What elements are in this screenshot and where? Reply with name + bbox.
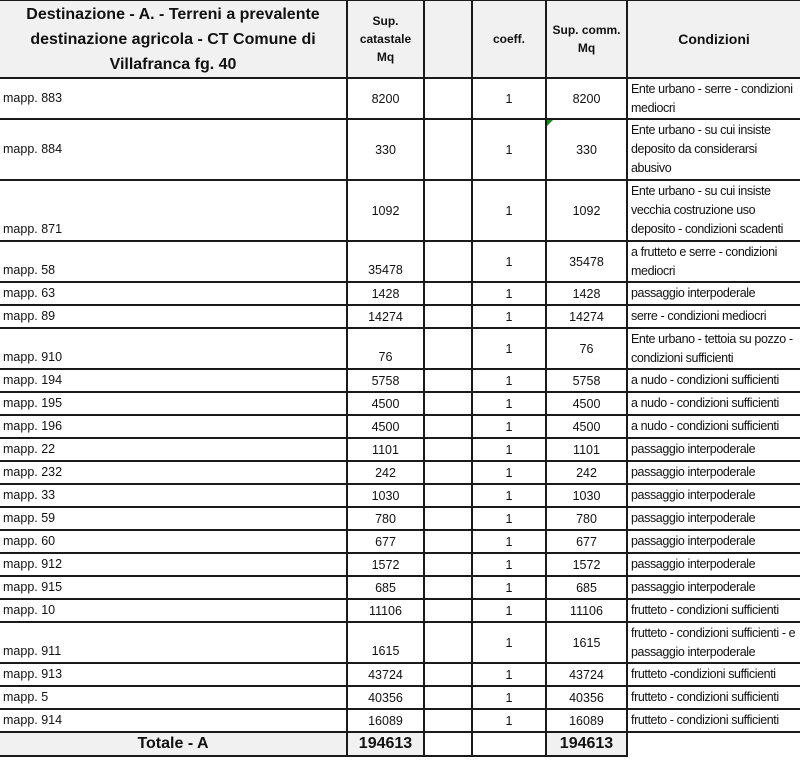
table-row (0, 415, 800, 438)
cell-sup-catastale: 1428 (347, 282, 424, 305)
cell-coeff: 1 (472, 530, 546, 553)
cell-blank (424, 484, 472, 507)
table-row (0, 576, 800, 599)
cell-sup-comm: 16089 (546, 709, 627, 732)
cell-sup-comm: 677 (546, 530, 627, 553)
table-row (0, 686, 800, 709)
header-sup-comm: Sup. comm. Mq (546, 0, 627, 78)
cell-mappale: mapp. 883 (0, 78, 347, 119)
cell-sup-catastale: 242 (347, 461, 424, 484)
total-row (0, 732, 800, 756)
cell-condizioni: frutteto - condizioni sufficienti (627, 709, 800, 732)
cell-coeff: 1 (472, 507, 546, 530)
cell-blank (424, 686, 472, 709)
total-sup-comm: 194613 (546, 732, 627, 756)
cell-coeff: 1 (472, 78, 546, 119)
cell-sup-catastale: 1615 (347, 622, 424, 663)
cell-coeff: 1 (472, 415, 546, 438)
cell-condizioni: Ente urbano - su cui insiste vecchia costruzione uso deposito - condizioni scadenti (627, 180, 800, 241)
total-coeff-cell (472, 732, 546, 756)
cell-sup-comm: 1030 (546, 484, 627, 507)
cell-condizioni: frutteto -condizioni sufficienti (627, 663, 800, 686)
cell-sup-comm: 780 (546, 507, 627, 530)
header-coeff: coeff. (472, 0, 546, 78)
cell-condizioni: passaggio interpoderale (627, 530, 800, 553)
cell-blank (424, 282, 472, 305)
table-row (0, 438, 800, 461)
table-row (0, 507, 800, 530)
cell-blank (424, 415, 472, 438)
cell-sup-catastale: 1030 (347, 484, 424, 507)
cell-sup-comm: 40356 (546, 686, 627, 709)
table-row (0, 392, 800, 415)
cell-condizioni: Ente urbano - serre - condizioni mediocri (627, 78, 800, 119)
cell-mappale: mapp. 59 (0, 507, 347, 530)
cell-coeff: 1 (472, 392, 546, 415)
cell-sup-comm: 1428 (546, 282, 627, 305)
cell-coeff: 1 (472, 576, 546, 599)
cell-sup-comm: 35478 (546, 241, 627, 282)
cell-mappale: mapp. 58 (0, 241, 347, 282)
cell-sup-comm: 1615 (546, 622, 627, 663)
cell-sup-comm: 330 (546, 119, 627, 180)
cell-blank (424, 530, 472, 553)
cell-sup-catastale: 8200 (347, 78, 424, 119)
cell-coeff: 1 (472, 241, 546, 282)
cell-mappale: mapp. 915 (0, 576, 347, 599)
cell-coeff: 1 (472, 484, 546, 507)
cell-sup-catastale: 780 (347, 507, 424, 530)
table-row (0, 305, 800, 328)
cell-coeff: 1 (472, 180, 546, 241)
cell-sup-comm: 685 (546, 576, 627, 599)
cell-mappale: mapp. 910 (0, 328, 347, 369)
cell-mappale: mapp. 232 (0, 461, 347, 484)
cell-blank (424, 78, 472, 119)
cell-condizioni: serre - condizioni mediocri (627, 305, 800, 328)
cell-condizioni: a frutteto e serre - condizioni mediocri (627, 241, 800, 282)
total-label: Totale - A (0, 732, 347, 756)
cell-sup-catastale: 677 (347, 530, 424, 553)
cell-coeff: 1 (472, 119, 546, 180)
cell-blank (424, 328, 472, 369)
cell-sup-catastale: 43724 (347, 663, 424, 686)
cell-condizioni: Ente urbano - tettoia su pozzo - condizioni sufficienti (627, 328, 800, 369)
cell-sup-catastale: 35478 (347, 241, 424, 282)
cell-blank (424, 663, 472, 686)
cell-sup-comm: 1101 (546, 438, 627, 461)
cell-coeff: 1 (472, 553, 546, 576)
cell-mappale: mapp. 60 (0, 530, 347, 553)
cell-coeff: 1 (472, 686, 546, 709)
cell-blank (424, 622, 472, 663)
cell-blank (424, 305, 472, 328)
cell-sup-catastale: 1092 (347, 180, 424, 241)
cell-blank (424, 438, 472, 461)
cell-coeff: 1 (472, 369, 546, 392)
cell-coeff: 1 (472, 599, 546, 622)
cell-mappale: mapp. 194 (0, 369, 347, 392)
table-row (0, 599, 800, 622)
cell-condizioni: passaggio interpoderale (627, 461, 800, 484)
cell-blank (424, 392, 472, 415)
table-row (0, 461, 800, 484)
cell-sup-catastale: 11106 (347, 599, 424, 622)
cell-mappale: mapp. 195 (0, 392, 347, 415)
table-row (0, 78, 800, 119)
cell-condizioni: a nudo - condizioni sufficienti (627, 392, 800, 415)
cell-mappale: mapp. 914 (0, 709, 347, 732)
cell-sup-catastale: 40356 (347, 686, 424, 709)
cell-sup-catastale: 330 (347, 119, 424, 180)
table-row (0, 180, 800, 241)
cell-sup-comm: 1092 (546, 180, 627, 241)
cell-sup-comm: 11106 (546, 599, 627, 622)
cell-condizioni: passaggio interpoderale (627, 484, 800, 507)
cell-coeff: 1 (472, 282, 546, 305)
cell-sup-catastale: 14274 (347, 305, 424, 328)
table-row (0, 119, 800, 180)
cell-mappale: mapp. 10 (0, 599, 347, 622)
cell-condizioni: frutteto - condizioni sufficienti (627, 599, 800, 622)
cell-mappale: mapp. 911 (0, 622, 347, 663)
cell-mappale: mapp. 33 (0, 484, 347, 507)
cell-sup-comm: 5758 (546, 369, 627, 392)
header-sup-catastale: Sup. catastale Mq (347, 0, 424, 78)
table-body (0, 78, 800, 732)
header-destinazione: Destinazione - A. - Terreni a prevalente destinazione agricola - CT Comune di Villafranca fg. 40 (0, 0, 347, 78)
header-condizioni: Condizioni (627, 0, 800, 78)
cell-sup-comm: 4500 (546, 415, 627, 438)
cell-coeff: 1 (472, 438, 546, 461)
cell-condizioni: passaggio interpoderale (627, 438, 800, 461)
cell-sup-catastale: 16089 (347, 709, 424, 732)
cell-sup-catastale: 4500 (347, 392, 424, 415)
table-row (0, 663, 800, 686)
cell-condizioni: passaggio interpoderale (627, 553, 800, 576)
cell-blank (424, 119, 472, 180)
cell-blank (424, 709, 472, 732)
table-row (0, 622, 800, 663)
cell-mappale: mapp. 89 (0, 305, 347, 328)
cell-sup-catastale: 1101 (347, 438, 424, 461)
cell-coeff: 1 (472, 328, 546, 369)
cell-blank (424, 599, 472, 622)
cell-sup-comm: 242 (546, 461, 627, 484)
cell-sup-catastale: 76 (347, 328, 424, 369)
cell-sup-catastale: 685 (347, 576, 424, 599)
cell-coeff: 1 (472, 461, 546, 484)
table-row (0, 484, 800, 507)
cell-mappale: mapp. 5 (0, 686, 347, 709)
cell-sup-comm: 14274 (546, 305, 627, 328)
table-row (0, 241, 800, 282)
cell-sup-comm: 8200 (546, 78, 627, 119)
cell-blank (424, 369, 472, 392)
total-sup-catastale: 194613 (347, 732, 424, 756)
cell-mappale: mapp. 22 (0, 438, 347, 461)
table-row (0, 282, 800, 305)
cell-condizioni: frutteto - condizioni sufficienti (627, 686, 800, 709)
cell-mappale: mapp. 63 (0, 282, 347, 305)
cell-blank (424, 241, 472, 282)
cell-blank (424, 180, 472, 241)
total-blank-cell (424, 732, 472, 756)
cell-coeff: 1 (472, 663, 546, 686)
table-row (0, 530, 800, 553)
cell-condizioni: a nudo - condizioni sufficienti (627, 415, 800, 438)
cell-blank (424, 553, 472, 576)
cell-condizioni: frutteto - condizioni sufficienti - e passaggio interpoderale (627, 622, 800, 663)
cell-condizioni: Ente urbano - su cui insiste deposito da considerarsi abusivo (627, 119, 800, 180)
cell-coeff: 1 (472, 622, 546, 663)
table-row (0, 328, 800, 369)
cell-condizioni: passaggio interpoderale (627, 507, 800, 530)
cell-sup-comm: 1572 (546, 553, 627, 576)
cell-mappale: mapp. 884 (0, 119, 347, 180)
cell-coeff: 1 (472, 305, 546, 328)
total-condizioni-cell (627, 732, 800, 756)
cell-condizioni: passaggio interpoderale (627, 282, 800, 305)
cell-blank (424, 576, 472, 599)
cell-mappale: mapp. 912 (0, 553, 347, 576)
cell-mappale: mapp. 913 (0, 663, 347, 686)
table-row (0, 709, 800, 732)
table-row (0, 553, 800, 576)
cell-blank (424, 507, 472, 530)
cell-mappale: mapp. 871 (0, 180, 347, 241)
cell-sup-catastale: 5758 (347, 369, 424, 392)
cell-sup-comm: 43724 (546, 663, 627, 686)
header-blank (424, 0, 472, 78)
table-row (0, 369, 800, 392)
cell-coeff: 1 (472, 709, 546, 732)
cell-sup-catastale: 4500 (347, 415, 424, 438)
cell-sup-catastale: 1572 (347, 553, 424, 576)
cell-blank (424, 461, 472, 484)
cell-sup-comm: 76 (546, 328, 627, 369)
cell-sup-comm: 4500 (546, 392, 627, 415)
cell-condizioni: a nudo - condizioni sufficienti (627, 369, 800, 392)
cell-condizioni: passaggio interpoderale (627, 576, 800, 599)
cell-mappale: mapp. 196 (0, 415, 347, 438)
